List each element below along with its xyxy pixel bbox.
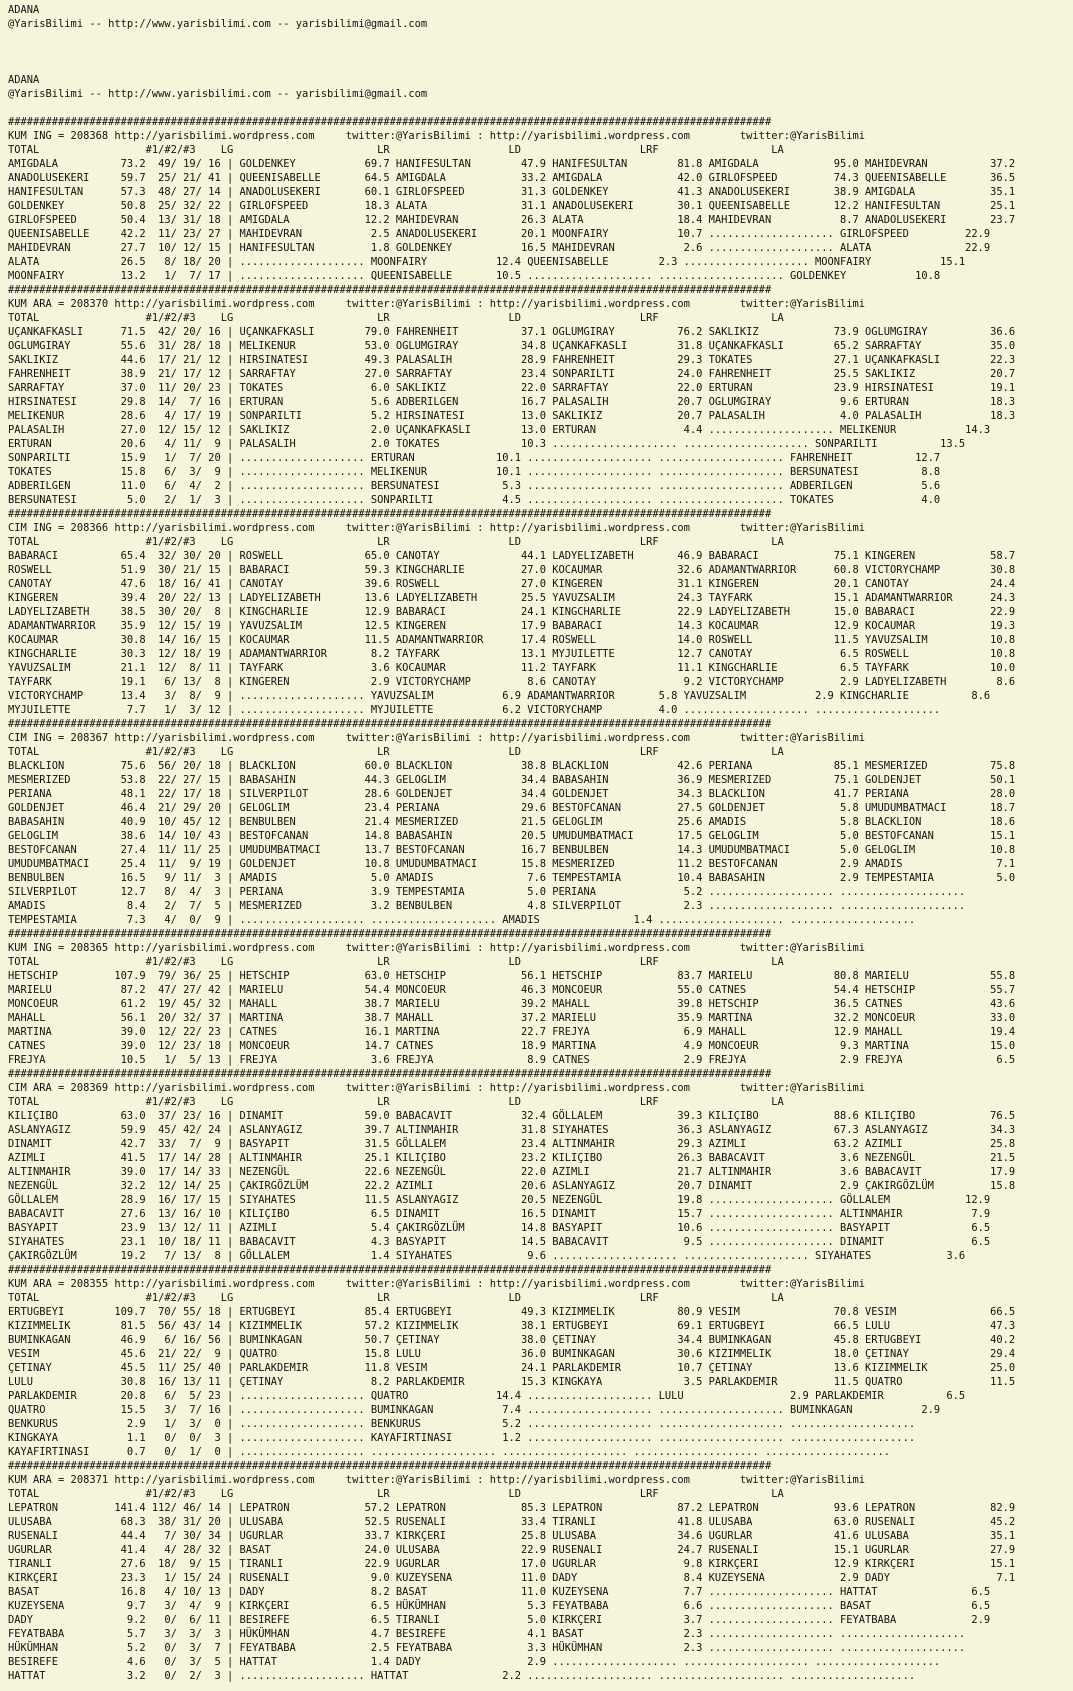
text-line: ÇETINAY 45.5 11/ 25/ 40 | PARLAKDEMIR 11.8 VESIM 24.1 PARLAKDEMIR 10.7 ÇETINAY 13.6 KIZIMMELIK 25.0 [8, 1362, 1016, 1374]
text-line: LEPATRON 141.4 112/ 46/ 14 | LEPATRON 57.2 LEPATRON 85.3 LEPATRON 87.2 LEPATRON 93.6 LEPATRON 82.9 [8, 1502, 1016, 1514]
text-line: SARRAFTAY 37.0 11/ 20/ 23 | TOKATES 6.0 SAKLIKIZ 22.0 SARRAFTAY 22.0 ERTURAN 23.9 HIRSINATESI 19.1 [8, 382, 1016, 394]
text-line: HATTAT 3.2 0/ 2/ 3 | .................... HATTAT 2.2 .................... .................... .................... [8, 1670, 916, 1682]
text-line: ANADOLUSEKERI 59.7 25/ 21/ 41 | QUEENISABELLE 64.5 AMIGDALA 33.2 AMIGDALA 42.0 GIRLOFSPEED 74.3 QUEENISABELLE 36.5 [8, 172, 1016, 184]
text-line: TAYFARK 19.1 6/ 13/ 8 | KINGEREN 2.9 VICTORYCHAMP 8.6 CANOTAY 9.2 VICTORYCHAMP 2.9 LADYELIZABETH 8.6 [8, 676, 1016, 688]
text-line: CIM ARA = 208369 http://yarisbilimi.wordpress.com twitter:@YarisBilimi : http://yarisbilimi.wordpress.com twitter:@YarisBilimi [8, 1082, 866, 1094]
text-line: UMUDUMBATMACI 25.4 11/ 9/ 19 | GOLDENJET 10.8 UMUDUMBATMACI 15.8 MESMERIZED 11.2 BESTOFCANAN 2.9 AMADIS 7.1 [8, 858, 1016, 870]
text-line: BABASAHIN 40.9 10/ 45/ 12 | BENBULBEN 21.4 MESMERIZED 21.5 GELOGLIM 25.6 AMADIS 5.8 BLACKLION 18.6 [8, 816, 1016, 828]
text-line: PARLAKDEMIR 20.8 6/ 5/ 23 | .................... QUATRO 14.4 .................... LULU 2.9 PARLAKDEMIR 6.5 [8, 1390, 966, 1402]
text-line: ########################################################################################################################## [8, 928, 772, 940]
text-line: SILVERPILOT 12.7 8/ 4/ 3 | PERIANA 3.9 TEMPESTAMIA 5.0 PERIANA 5.2 .................... .................... [8, 886, 966, 898]
text-line: @YarisBilimi -- http://www.yarisbilimi.com -- yarisbilimi@gmail.com [8, 18, 428, 30]
text-line: ERTUGBEYI 109.7 70/ 55/ 18 | ERTUGBEYI 85.4 ERTUGBEYI 49.3 KIZIMMELIK 80.9 VESIM 70.8 VESIM 66.5 [8, 1306, 1016, 1318]
text-line: RUSENALI 44.4 7/ 30/ 34 | UGURLAR 33.7 KIRKÇERI 25.8 ULUSABA 34.6 UGURLAR 41.6 ULUSABA 35.1 [8, 1530, 1016, 1542]
text-line: KUM ARA = 208371 http://yarisbilimi.wordpress.com twitter:@YarisBilimi : http://yarisbilimi.wordpress.com twitter:@YarisBilimi [8, 1474, 866, 1486]
text-line: KUM ING = 208368 http://yarisbilimi.wordpress.com twitter:@YarisBilimi : http://yarisbilimi.wordpress.com twitter:@YarisBilimi [8, 130, 866, 142]
text-line: BASYAPIT 23.9 13/ 12/ 11 | AZIMLI 5.4 ÇAKIRGÖZLÜM 14.8 BASYAPIT 10.6 .................... BASYAPIT 6.5 [8, 1222, 991, 1234]
text-line: NEZENGÜL 32.2 12/ 14/ 25 | ÇAKIRGÖZLÜM 22.2 AZIMLI 20.6 ASLANYAGIZ 20.7 DINAMIT 2.9 ÇAKIRGÖZLÜM 15.8 [8, 1180, 1016, 1192]
text-line: ADANA [8, 4, 40, 16]
text-line: MARTINA 39.0 12/ 22/ 23 | CATNES 16.1 MARTINA 22.7 FREJYA 6.9 MAHALL 12.9 MAHALL 19.4 [8, 1026, 1016, 1038]
text-line: BESIREFE 4.6 0/ 3/ 5 | HATTAT 1.4 DADY 2.9 .................... .................... .................... [8, 1656, 941, 1668]
text-line: SAKLIKIZ 44.6 17/ 21/ 12 | HIRSINATESI 49.3 PALASALIH 28.9 FAHRENHEIT 29.3 TOKATES 27.1 UÇANKAFKASLI 22.3 [8, 354, 1016, 366]
text-line: ADAMANTWARRIOR 35.9 12/ 15/ 19 | YAVUZSALIM 12.5 KINGEREN 17.9 BABARACI 14.3 KOCAUMAR 12.9 KOCAUMAR 19.3 [8, 620, 1016, 632]
text-line: TOTAL #1/#2/#3 LG LR LD LRF LA [8, 536, 784, 548]
text-line: TOTAL #1/#2/#3 LG LR LD LRF LA [8, 956, 784, 968]
text-line [8, 45, 1068, 59]
text-line: ########################################################################################################################## [8, 508, 772, 520]
text-line: QUEENISABELLE 42.2 11/ 23/ 27 | MAHIDEVRAN 2.5 ANADOLUSEKERI 20.1 MOONFAIRY 10.7 .................... GIRLOFSPEED 22.9 [8, 228, 991, 240]
text-line [8, 101, 1068, 115]
text-line: ########################################################################################################################## [8, 718, 772, 730]
text-line: KUZEYSENA 9.7 3/ 4/ 9 | KIRKÇERI 6.5 HÜKÜMHAN 5.3 FEYATBABA 6.6 .................... BASAT 6.5 [8, 1600, 991, 1612]
text-line: GOLDENKEY 50.8 25/ 32/ 22 | GIRLOFSPEED 18.3 ALATA 31.1 ANADOLUSEKERI 30.1 QUEENISABELLE 12.2 HANIFESULTAN 25.1 [8, 200, 1016, 212]
text-line: TEMPESTAMIA 7.3 4/ 0/ 9 | .................... .................... AMADIS 1.4 .................... .................... [8, 914, 916, 926]
text-line: BENBULBEN 16.5 9/ 11/ 3 | AMADIS 5.0 AMADIS 7.6 TEMPESTAMIA 10.4 BABASAHIN 2.9 TEMPESTAMIA 5.0 [8, 872, 1016, 884]
text-line: GIRLOFSPEED 50.4 13/ 31/ 18 | AMIGDALA 12.2 MAHIDEVRAN 26.3 ALATA 18.4 MAHIDEVRAN 8.7 ANADOLUSEKERI 23.7 [8, 214, 1016, 226]
text-line: PALASALIH 27.0 12/ 15/ 12 | SAKLIKIZ 2.0 UÇANKAFKASLI 13.0 ERTURAN 4.4 .................... MELIKENUR 14.3 [8, 424, 991, 436]
text-line: KINGEREN 39.4 20/ 22/ 13 | LADYELIZABETH 13.6 LADYELIZABETH 25.5 YAVUZSALIM 24.3 TAYFARK 15.1 ADAMANTWARRIOR 24.3 [8, 592, 1016, 604]
text-line: ########################################################################################################################## [8, 116, 772, 128]
text-line: KUM ARA = 208355 http://yarisbilimi.wordpress.com twitter:@YarisBilimi : http://yarisbilimi.wordpress.com twitter:@YarisBilimi [8, 1278, 866, 1290]
text-line: AZIMLI 41.5 17/ 14/ 28 | ALTINMAHIR 25.1 KILIÇIBO 23.2 KILIÇIBO 26.3 BABACAVIT 3.6 NEZENGÜL 21.5 [8, 1152, 1016, 1164]
text-line: SONPARILTI 15.9 1/ 7/ 20 | .................... ERTURAN 10.1 .................... .................... FAHRENHEIT 12.7 [8, 452, 941, 464]
text-line: BASAT 16.8 4/ 10/ 13 | DADY 8.2 BASAT 11.0 KUZEYSENA 7.7 .................... HATTAT 6.5 [8, 1586, 991, 1598]
text-line: MOONFAIRY 13.2 1/ 7/ 17 | .................... QUEENISABELLE 10.5 .................... .................... GOLDENKEY 10.8 [8, 270, 941, 282]
text-line: KINGKAYA 1.1 0/ 0/ 3 | .................... KAYAFIRTINASI 1.2 .................... .................... .................... [8, 1432, 916, 1444]
text-line: BUMINKAGAN 46.9 6/ 16/ 56 | BUMINKAGAN 50.7 ÇETINAY 38.0 ÇETINAY 34.4 BUMINKAGAN 45.8 ERTUGBEYI 40.2 [8, 1334, 1016, 1346]
text-line: KILIÇIBO 63.0 37/ 23/ 16 | DINAMIT 59.0 BABACAVIT 32.4 GÖLLALEM 39.3 KILIÇIBO 88.6 KILIÇIBO 76.5 [8, 1110, 1016, 1122]
text-line: HÜKÜMHAN 5.2 0/ 3/ 7 | FEYATBABA 2.5 FEYATBABA 3.3 HÜKÜMHAN 2.3 .................... .................... [8, 1642, 966, 1654]
text-line: TIRANLI 27.6 18/ 9/ 15 | TIRANLI 22.9 UGURLAR 17.0 UGURLAR 9.8 KIRKÇERI 12.9 KIRKÇERI 15.1 [8, 1558, 1016, 1570]
text-line: LADYELIZABETH 38.5 30/ 20/ 8 | KINGCHARLIE 12.9 BABARACI 24.1 KINGCHARLIE 22.9 LADYELIZABETH 15.0 BABARACI 22.9 [8, 606, 1016, 618]
text-line: CATNES 39.0 12/ 23/ 18 | MONCOEUR 14.7 CATNES 18.9 MARTINA 4.9 MONCOEUR 9.3 MARTINA 15.0 [8, 1040, 1016, 1052]
text-line: KUM ARA = 208370 http://yarisbilimi.wordpress.com twitter:@YarisBilimi : http://yarisbilimi.wordpress.com twitter:@YarisBilimi [8, 298, 866, 310]
text-line: BABACAVIT 27.6 13/ 16/ 10 | KILIÇIBO 6.5 DINAMIT 16.5 DINAMIT 15.7 .................... ALTINMAHIR 7.9 [8, 1208, 991, 1220]
text-line: LULU 30.8 16/ 13/ 11 | ÇETINAY 8.2 PARLAKDEMIR 15.3 KINGKAYA 3.5 PARLAKDEMIR 11.5 QUATRO 11.5 [8, 1376, 1016, 1388]
text-line: DINAMIT 42.7 33/ 7/ 9 | BASYAPIT 31.5 GÖLLALEM 23.4 ALTINMAHIR 29.3 AZIMLI 63.2 AZIMLI 25.8 [8, 1138, 1016, 1150]
text-line: UGURLAR 41.4 4/ 28/ 32 | BASAT 24.0 ULUSABA 22.9 RUSENALI 24.7 RUSENALI 15.1 UGURLAR 27.9 [8, 1544, 1016, 1556]
text-line: FAHRENHEIT 38.9 21/ 17/ 12 | SARRAFTAY 27.0 SARRAFTAY 23.4 SONPARILTI 24.0 FAHRENHEIT 25.5 SAKLIKIZ 20.7 [8, 368, 1016, 380]
text-line: @YarisBilimi -- http://www.yarisbilimi.com -- yarisbilimi@gmail.com [8, 88, 428, 100]
text-line: ########################################################################################################################## [8, 1068, 772, 1080]
text-line: HIRSINATESI 29.8 14/ 7/ 16 | ERTURAN 5.6 ADBERILGEN 16.7 PALASALIH 20.7 OGLUMGIRAY 9.6 ERTURAN 18.3 [8, 396, 1016, 408]
text-line [8, 31, 1068, 45]
text-line: TOTAL #1/#2/#3 LG LR LD LRF LA [8, 1292, 784, 1304]
text-line: ALATA 26.5 8/ 18/ 20 | .................... MOONFAIRY 12.4 QUEENISABELLE 2.3 .................... MOONFAIRY 15.1 [8, 256, 966, 268]
text-line: ÇAKIRGÖZLÜM 19.2 7/ 13/ 8 | GÖLLALEM 1.4 SIYAHATES 9.6 .................... .................... SIYAHATES 3.6 [8, 1250, 966, 1262]
text-line: TOTAL #1/#2/#3 LG LR LD LRF LA [8, 746, 784, 758]
text-line: ULUSABA 68.3 38/ 31/ 20 | ULUSABA 52.5 RUSENALI 33.4 TIRANLI 41.8 ULUSABA 63.0 RUSENALI 45.2 [8, 1516, 1016, 1528]
text-line: PERIANA 48.1 22/ 17/ 18 | SILVERPILOT 28.6 GOLDENJET 34.4 GOLDENJET 34.3 BLACKLION 41.7 PERIANA 28.0 [8, 788, 1016, 800]
text-line: MONCOEUR 61.2 19/ 45/ 32 | MAHALL 38.7 MARIELU 39.2 MAHALL 39.8 HETSCHIP 36.5 CATNES 43.6 [8, 998, 1016, 1010]
text-line: TOTAL #1/#2/#3 LG LR LD LRF LA [8, 1096, 784, 1108]
text-line: TOKATES 15.8 6/ 3/ 9 | .................... MELIKENUR 10.1 .................... .................... BERSUNATESI 8.8 [8, 466, 941, 478]
text-line: DADY 9.2 0/ 6/ 11 | BESIREFE 6.5 TIRANLI 5.0 KIRKÇERI 3.7 .................... FEYATBABA 2.9 [8, 1614, 991, 1626]
text-line [8, 59, 1068, 73]
text-line: ########################################################################################################################## [8, 284, 772, 296]
text-line: BESTOFCANAN 27.4 11/ 11/ 25 | UMUDUMBATMACI 13.7 BESTOFCANAN 16.7 BENBULBEN 14.3 UMUDUMBATMACI 5.0 GELOGLIM 10.8 [8, 844, 1016, 856]
text-line: ROSWELL 51.9 30/ 21/ 15 | BABARACI 59.3 KINGCHARLIE 27.0 KOCAUMAR 32.6 ADAMANTWARRIOR 60.8 VICTORYCHAMP 30.8 [8, 564, 1016, 576]
text-line: GOLDENJET 46.4 21/ 29/ 20 | GELOGLIM 23.4 PERIANA 29.6 BESTOFCANAN 27.5 GOLDENJET 5.8 UMUDUMBATMACI 18.7 [8, 802, 1016, 814]
text-line: VESIM 45.6 21/ 22/ 9 | QUATRO 15.8 LULU 36.0 BUMINKAGAN 30.6 KIZIMMELIK 18.0 ÇETINAY 29.4 [8, 1348, 1016, 1360]
text-line: AMIGDALA 73.2 49/ 19/ 16 | GOLDENKEY 69.7 HANIFESULTAN 47.9 HANIFESULTAN 81.8 AMIGDALA 95.0 MAHIDEVRAN 37.2 [8, 158, 1016, 170]
text-line: VICTORYCHAMP 13.4 3/ 8/ 9 | .................... YAVUZSALIM 6.9 ADAMANTWARRIOR 5.8 YAVUZSALIM 2.9 KINGCHARLIE 8.6 [8, 690, 991, 702]
text-line: FEYATBABA 5.7 3/ 3/ 3 | HÜKÜMHAN 4.7 BESIREFE 4.1 BASAT 2.3 .................... .................... [8, 1628, 966, 1640]
text-line: ERTURAN 20.6 4/ 11/ 9 | PALASALIH 2.0 TOKATES 10.3 .................... .................... SONPARILTI 13.5 [8, 438, 966, 450]
text-line: MYJUILETTE 7.7 1/ 3/ 12 | .................... MYJUILETTE 6.2 VICTORYCHAMP 4.0 .................... .................... [8, 704, 941, 716]
text-line: KIRKÇERI 23.3 1/ 15/ 24 | RUSENALI 9.0 KUZEYSENA 11.0 DADY 8.4 KUZEYSENA 2.9 DADY 7.1 [8, 1572, 1016, 1584]
text-line: MAHIDEVRAN 27.7 10/ 12/ 15 | HANIFESULTAN 1.8 GOLDENKEY 16.5 MAHIDEVRAN 2.6 .................... ALATA 22.9 [8, 242, 991, 254]
text-line: CANOTAY 47.6 18/ 16/ 41 | CANOTAY 39.6 ROSWELL 27.0 KINGEREN 31.1 KINGEREN 20.1 CANOTAY 24.4 [8, 578, 1016, 590]
text-line: KAYAFIRTINASI 0.7 0/ 1/ 0 | .................... .................... .................... .................... .................... [8, 1446, 891, 1458]
text-line: BENKURUS 2.9 1/ 3/ 0 | .................... BENKURUS 5.2 .................... .................... .................... [8, 1418, 916, 1430]
text-line: CIM ING = 208367 http://yarisbilimi.wordpress.com twitter:@YarisBilimi : http://yarisbilimi.wordpress.com twitter:@YarisBilimi [8, 732, 866, 744]
text-line: ########################################################################################################################## [8, 1460, 772, 1472]
text-line: KIZIMMELIK 81.5 56/ 43/ 14 | KIZIMMELIK 57.2 KIZIMMELIK 38.1 ERTUGBEYI 69.1 ERTUGBEYI 66.5 LULU 47.3 [8, 1320, 1016, 1332]
text-line: MESMERIZED 53.8 22/ 27/ 15 | BABASAHIN 44.3 GELOGLIM 34.4 BABASAHIN 36.9 MESMERIZED 75.1 GOLDENJET 50.1 [8, 774, 1016, 786]
text-line: BLACKLION 75.6 56/ 20/ 18 | BLACKLION 60.0 BLACKLION 38.8 BLACKLION 42.6 PERIANA 85.1 MESMERIZED 75.8 [8, 760, 1016, 772]
text-line: QUATRO 15.5 3/ 7/ 16 | .................... BUMINKAGAN 7.4 .................... .................... BUMINKAGAN 2.9 [8, 1404, 941, 1416]
text-line: SIYAHATES 23.1 10/ 18/ 11 | BABACAVIT 4.3 BASYAPIT 14.5 BABACAVIT 9.5 .................... DINAMIT 6.5 [8, 1236, 991, 1248]
text-line: KOCAUMAR 30.8 14/ 16/ 15 | KOCAUMAR 11.5 ADAMANTWARRIOR 17.4 ROSWELL 14.0 ROSWELL 11.5 YAVUZSALIM 10.8 [8, 634, 1016, 646]
text-line: KINGCHARLIE 30.3 12/ 18/ 19 | ADAMANTWARRIOR 8.2 TAYFARK 13.1 MYJUILETTE 12.7 CANOTAY 6.5 ROSWELL 10.8 [8, 648, 1016, 660]
text-line: YAVUZSALIM 21.1 12/ 8/ 11 | TAYFARK 3.6 KOCAUMAR 11.2 TAYFARK 11.1 KINGCHARLIE 6.5 TAYFARK 10.0 [8, 662, 1016, 674]
text-line: BERSUNATESI 5.0 2/ 1/ 3 | .................... SONPARILTI 4.5 .................... .................... TOKATES 4.0 [8, 494, 941, 506]
text-line: ADBERILGEN 11.0 6/ 4/ 2 | .................... BERSUNATESI 5.3 .................... .................... ADBERILGEN 5.6 [8, 480, 941, 492]
text-line: MELIKENUR 28.6 4/ 17/ 19 | SONPARILTI 5.2 HIRSINATESI 13.0 SAKLIKIZ 20.7 PALASALIH 4.0 PALASALIH 18.3 [8, 410, 1016, 422]
text-line: ASLANYAGIZ 59.9 45/ 42/ 24 | ASLANYAGIZ 39.7 ALTINMAHIR 31.8 SIYAHATES 36.3 ASLANYAGIZ 67.3 ASLANYAGIZ 34.3 [8, 1124, 1016, 1136]
text-line: OGLUMGIRAY 55.6 31/ 28/ 18 | MELIKENUR 53.0 OGLUMGIRAY 34.8 UÇANKAFKASLI 31.8 UÇANKAFKASLI 65.2 SARRAFTAY 35.0 [8, 340, 1016, 352]
text-line: UÇANKAFKASLI 71.5 42/ 20/ 16 | UÇANKAFKASLI 79.0 FAHRENHEIT 37.1 OGLUMGIRAY 76.2 SAKLIKIZ 73.9 OGLUMGIRAY 36.6 [8, 326, 1016, 338]
text-line: MAHALL 56.1 20/ 32/ 37 | MARTINA 38.7 MAHALL 37.2 MARIELU 35.9 MARTINA 32.2 MONCOEUR 33.0 [8, 1012, 1016, 1024]
text-line: GELOGLIM 38.6 14/ 10/ 43 | BESTOFCANAN 14.8 BABASAHIN 20.5 UMUDUMBATMACI 17.5 GELOGLIM 5.0 BESTOFCANAN 15.1 [8, 830, 1016, 842]
text-line: TOTAL #1/#2/#3 LG LR LD LRF LA [8, 144, 784, 156]
text-line: AMADIS 8.4 2/ 7/ 5 | MESMERIZED 3.2 BENBULBEN 4.8 SILVERPILOT 2.3 .................... .................... [8, 900, 966, 912]
text-line: HANIFESULTAN 57.3 48/ 27/ 14 | ANADOLUSEKERI 60.1 GIRLOFSPEED 31.3 GOLDENKEY 41.3 ANADOLUSEKERI 38.9 AMIGDALA 35.1 [8, 186, 1016, 198]
text-line: ########################################################################################################################## [8, 1264, 772, 1276]
text-line: CIM ING = 208366 http://yarisbilimi.wordpress.com twitter:@YarisBilimi : http://yarisbilimi.wordpress.com twitter:@YarisBilimi [8, 522, 866, 534]
text-line: MARIELU 87.2 47/ 27/ 42 | MARIELU 54.4 MONCOEUR 46.3 MONCOEUR 55.0 CATNES 54.4 HETSCHIP 55.7 [8, 984, 1016, 996]
text-line: BABARACI 65.4 32/ 30/ 20 | ROSWELL 65.0 CANOTAY 44.1 LADYELIZABETH 46.9 BABARACI 75.1 KINGEREN 58.7 [8, 550, 1016, 562]
text-line: FREJYA 10.5 1/ 5/ 13 | FREJYA 3.6 FREJYA 8.9 CATNES 2.9 FREJYA 2.9 FREJYA 6.5 [8, 1054, 1016, 1066]
text-line: TOTAL #1/#2/#3 LG LR LD LRF LA [8, 312, 784, 324]
text-line: TOTAL #1/#2/#3 LG LR LD LRF LA [8, 1488, 784, 1500]
text-line: HETSCHIP 107.9 79/ 36/ 25 | HETSCHIP 63.0 HETSCHIP 56.1 HETSCHIP 83.7 MARIELU 80.8 MARIELU 55.8 [8, 970, 1016, 982]
text-line: KUM ING = 208365 http://yarisbilimi.wordpress.com twitter:@YarisBilimi : http://yarisbilimi.wordpress.com twitter:@YarisBilimi [8, 942, 866, 954]
text-line: ALTINMAHIR 39.0 17/ 14/ 33 | NEZENGÜL 22.6 NEZENGÜL 22.0 AZIMLI 21.7 ALTINMAHIR 3.6 BABACAVIT 17.9 [8, 1166, 1016, 1178]
text-line: ADANA [8, 74, 40, 86]
text-line: GÖLLALEM 28.9 16/ 17/ 15 | SIYAHATES 11.5 ASLANYAGIZ 20.5 NEZENGÜL 19.8 .................... GÖLLALEM 12.9 [8, 1194, 991, 1206]
